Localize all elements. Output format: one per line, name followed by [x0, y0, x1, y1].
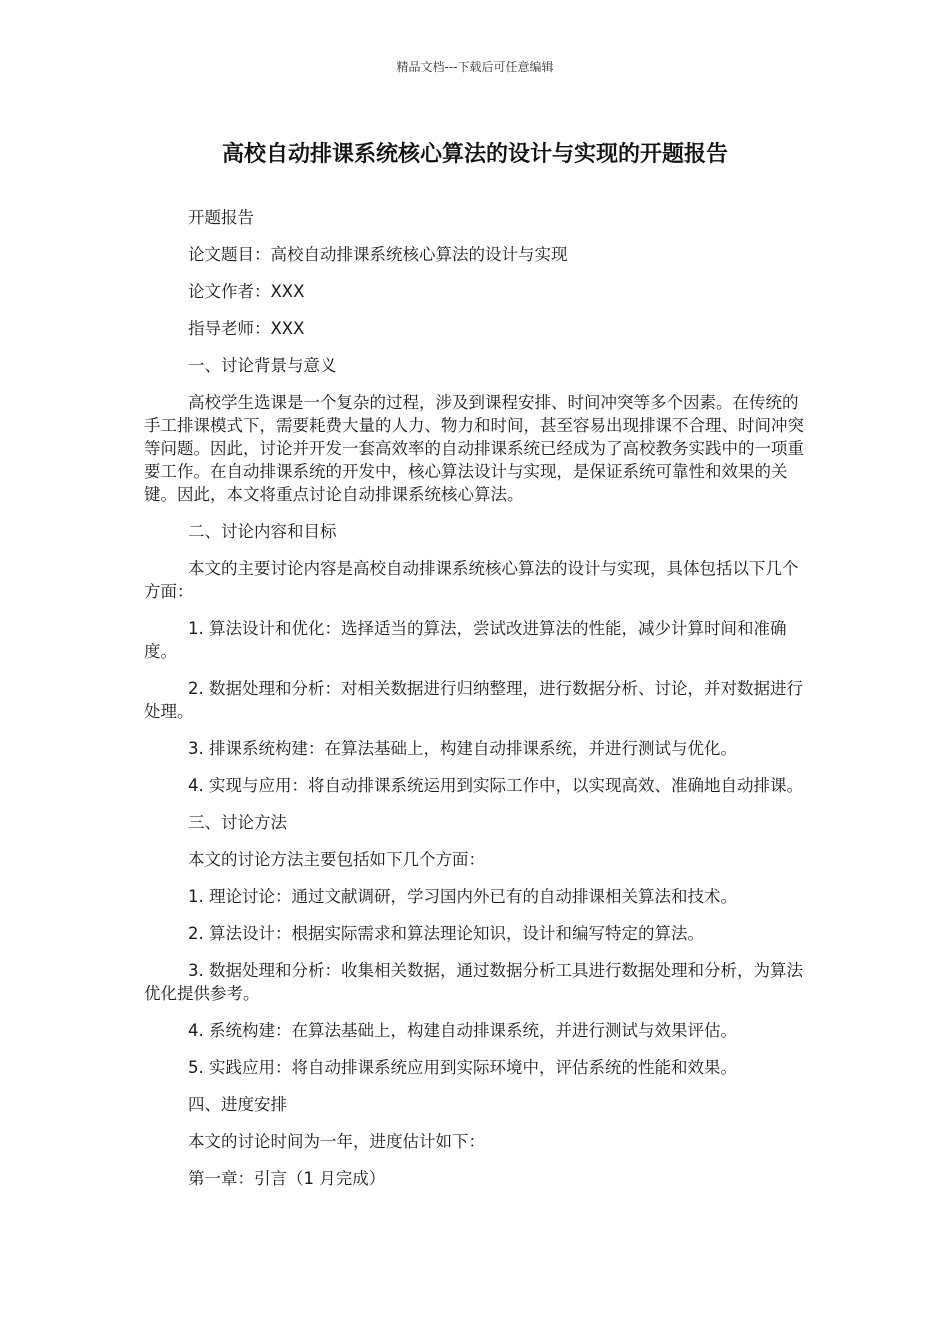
report-label: 开题报告	[188, 208, 254, 227]
paragraph-schedule-intro: 本文的讨论时间为一年，进度估计如下：	[188, 1132, 485, 1151]
list-item-method-1: 1. 理论讨论：通过文献调研，学习国内外已有的自动排课相关算法和技术。	[188, 887, 737, 906]
paragraph-background: 高校学生选课是一个复杂的过程，涉及到课程安排、时间冲突等多个因素。在传统的手工排课模式下，需要耗费大量的人力、物力和时间，甚至容易出现排课不合理、时间冲突等问题。因此，讨论并开发一套高效率的自动排课系统已经成为了高校教务实践中的一项重要工作。在自动排课系统的开发中，核心算法设计与实现，是保证系统可靠性和效果的关键。因此，本文将重点讨论自动排课系统核心算法。	[144, 393, 804, 504]
section-heading-method: 三、讨论方法	[188, 813, 287, 832]
list-item-content-3: 3. 排课系统构建：在算法基础上，构建自动排课系统，并进行测试与优化。	[188, 739, 737, 758]
list-item-content-1: 1. 算法设计和优化：选择适当的算法，尝试改进算法的性能，减少计算时间和准确度。	[144, 619, 787, 661]
thesis-title-line: 论文题目：高校自动排课系统核心算法的设计与实现	[188, 245, 568, 264]
schedule-item-chapter-1: 第一章：引言（1 月完成）	[188, 1169, 386, 1188]
list-item-method-3: 3. 数据处理和分析：收集相关数据，通过数据分析工具进行数据处理和分析，为算法优化提供参考。	[144, 961, 803, 1003]
document-body	[144, 206, 808, 1204]
list-item-content-4: 4. 实现与应用：将自动排课系统运用到实际工作中，以实现高效、准确地自动排课。	[188, 776, 803, 795]
list-item-method-2: 2. 算法设计：根据实际需求和算法理论知识，设计和编写特定的算法。	[188, 924, 704, 943]
paragraph-method-intro: 本文的讨论方法主要包括如下几个方面：	[188, 850, 485, 869]
list-item-method-5: 5. 实践应用：将自动排课系统应用到实际环境中，评估系统的性能和效果。	[188, 1058, 737, 1077]
list-item-content-2: 2. 数据处理和分析：对相关数据进行归纳整理，进行数据分析、讨论，并对数据进行处理。	[144, 679, 803, 721]
document-title: 高校自动排课系统核心算法的设计与实现的开题报告	[221, 142, 728, 167]
page-header-note: 精品文档---下载后可任意编辑	[396, 60, 554, 74]
section-heading-background: 一、讨论背景与意义	[188, 356, 337, 375]
thesis-author-line: 论文作者：XXX	[188, 282, 305, 301]
paragraph-content-intro: 本文的主要讨论内容是高校自动排课系统核心算法的设计与实现，具体包括以下几个方面：	[144, 559, 799, 601]
section-heading-content: 二、讨论内容和目标	[188, 522, 337, 541]
list-item-method-4: 4. 系统构建：在算法基础上，构建自动排课系统，并进行测试与效果评估。	[188, 1021, 737, 1040]
section-heading-schedule: 四、进度安排	[188, 1095, 287, 1114]
advisor-line: 指导老师：XXX	[188, 319, 305, 338]
